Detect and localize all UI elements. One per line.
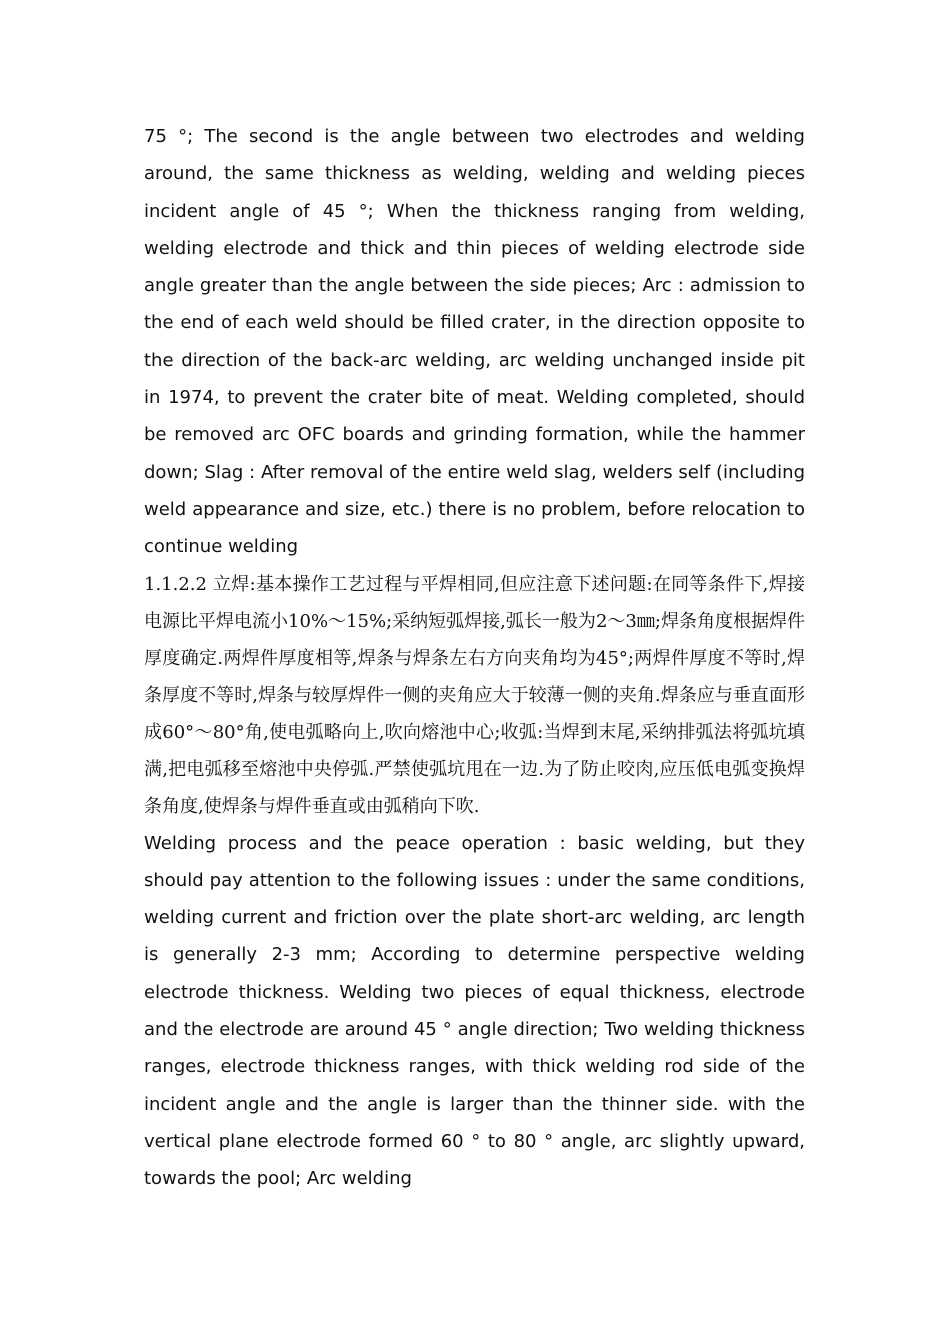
paragraph-english-1: 75 °; The second is the angle between two electrodes and welding around, the same thickness as welding, welding and welding pieces incident angle of 45 °; When the thickness ranging from welding, welding electrode and thick and thin pieces of welding electrode side angle greater than the angle between the side pieces; Arc : admission to the end of each weld should be filled crater, in the direction opposite to the direction of the back-arc welding, arc welding unchanged inside pit in 1974, to prevent the crater bite of meat. Welding completed, should be removed arc OFC boards and grinding formation, while the hammer down; Slag : After removal of the entire weld slag, welders self (including weld appearance and size, etc.) there is no problem, before relocation to continue welding <box>144 126 805 558</box>
paragraph-english-2: Welding process and the peace operation : basic welding, but they should pay attention to the following issues : under the same conditions, welding current and friction over the plate short-arc welding, arc length is generally 2-3 mm; According to determine perspective welding electrode thickness. Welding two pieces of equal thickness, electrode and the electrode are around 45 ° angle direction; Two welding thickness ranges, electrode thickness ranges, with thick welding rod side of the incident angle and the angle is larger than the thinner side. with the vertical plane electrode formed 60 ° to 80 ° angle, arc slightly upward, towards the pool; Arc welding <box>144 832 805 1190</box>
document-body <box>144 118 805 1198</box>
paragraph-chinese-vertical-welding: 1.1.2.2 立焊:基本操作工艺过程与平焊相同,但应注意下述问题:在同等条件下,焊接电源比平焊电流小10%～15%;采纳短弧焊接,弧长一般为2～3㎜;焊条角度根据焊件厚度确定.两焊件厚度相等,焊条与焊条左右方向夹角均为45°;两焊件厚度不等时,焊条厚度不等时,焊条与较厚焊件一侧的夹角应大于较薄一侧的夹角.焊条应与垂直面形成60°～80°角,使电弧略向上,吹向熔池中心;收弧:当焊到末尾,采纳排弧法将弧坑填满,把电弧移至熔池中央停弧.严禁使弧坑甩在一边.为了防止咬肉,应压低电弧变换焊条角度,使焊条与焊件垂直或由弧稍向下吹. <box>144 573 805 817</box>
